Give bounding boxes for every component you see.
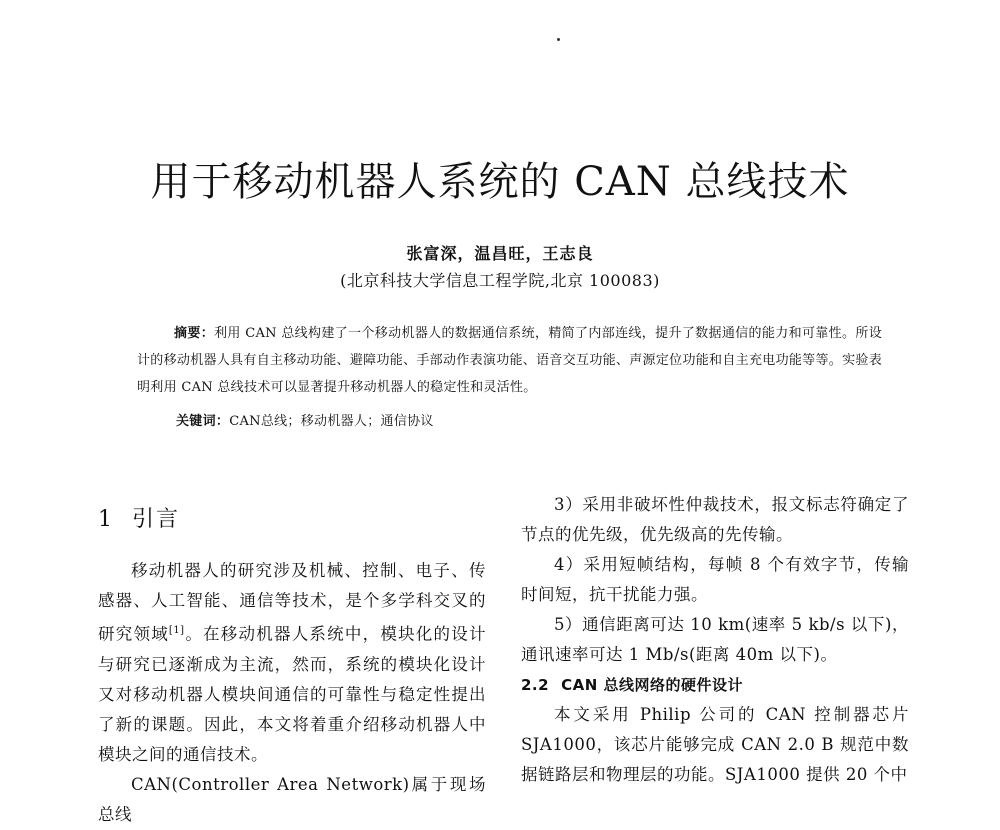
paper-title: 用于移动机器人系统的 CAN 总线技术 <box>150 159 850 205</box>
section-title: 引言 <box>132 507 181 532</box>
feature-item-3: 3）采用非破坏性仲裁技术，报文标志符确定了节点的优先级，优先级高的先传输。 <box>521 495 909 544</box>
abstract-text: 利用 CAN 总线构建了一个移动机器人的数据通信系统，精简了内部连线，提升了数据通信的能力和可靠性。所设计的移动机器人具有自主移动功能、避障功能、手部动作表演功能、语音交互功能、声源定位功能和自主充电功能等等。实验表明利用 CAN 总线技术可以显著提升移动机器人的稳定性和灵活性。 <box>137 326 883 395</box>
section-number: 1 <box>98 507 114 532</box>
subsection-title: CAN 总线网络的硬件设计 <box>561 676 743 694</box>
citation-ref: [1] <box>168 625 185 636</box>
intro-text-a: 移动机器人的研究涉及机械、控制、电子、传感器、人工智能、通信等技术，是个多学科交叉的研究领域 <box>98 561 486 644</box>
intro-text-b: 。在移动机器人系统中，模块化的设计与研究已逐渐成为主流，然而，系统的模块化设计又对移动机器人模块间通信的可靠性与稳定性提出了新的课题。因此，本文将着重介绍移动机器人中模块之间的通信技术。 <box>98 624 487 764</box>
intro-paragraph-1 <box>98 556 486 770</box>
keywords <box>176 410 434 429</box>
subsection-number: 2.2 <box>521 676 550 694</box>
feature-item-5: 5）通信距离可达 10 km(速率 5 kb/s 以下)，通讯速率可达 1 Mb/s(距离 40m 以下)。 <box>521 615 909 664</box>
affiliation: (北京科技大学信息工程学院,北京 100083) <box>340 271 660 290</box>
abstract-paragraph <box>137 320 882 401</box>
scan-speck <box>557 38 560 41</box>
intro-paragraph-2: CAN(Controller Area Network)属于现场总线 <box>98 774 486 824</box>
abstract-label: 摘要： <box>174 326 215 341</box>
section-heading-introduction <box>98 504 486 536</box>
keywords-text: CAN总线；移动机器人；通信协议 <box>229 414 434 429</box>
hardware-paragraph: 本文采用 Philip 公司的 CAN 控制器芯片 SJA1000，该芯片能够完成 CAN 2.0 B 规范中数据链路层和物理层的功能。SJA1000 提供 20 个中 <box>521 705 909 784</box>
feature-item-4: 4）采用短帧结构，每帧 8 个有效字节，传输时间短，抗干扰能力强。 <box>521 555 909 604</box>
keywords-label: 关键词： <box>176 414 230 429</box>
authors: 张富深，温昌旺，王志良 <box>406 244 594 263</box>
abstract <box>137 320 882 401</box>
left-column <box>98 490 486 830</box>
right-column <box>521 490 909 790</box>
section-heading-hardware <box>521 670 909 700</box>
